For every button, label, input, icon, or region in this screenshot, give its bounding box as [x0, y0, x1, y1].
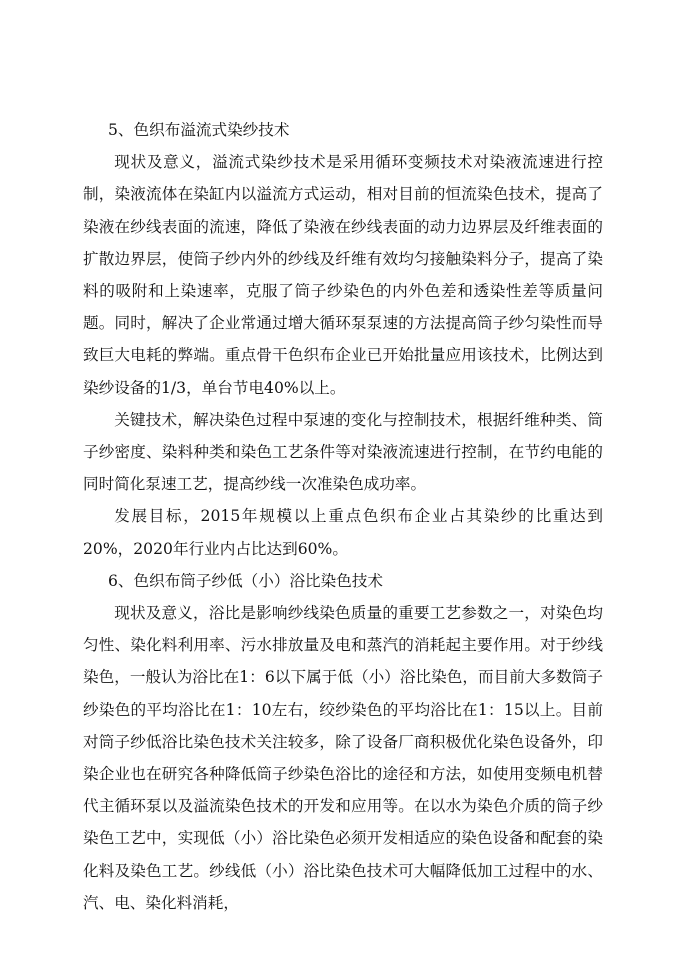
section-5-goal-paragraph: 发展目标，2015年规模以上重点色织布企业占其染纱的比重达到20%，2020年行业内占比达到60%。 [83, 507, 603, 558]
section-6-heading: 6、色织布筒子纱低（小）浴比染色技术 [108, 571, 384, 590]
section-5-key-tech-paragraph: 关键技术，解决染色过程中泵速的变化与控制技术，根据纤维种类、筒子纱密度、染料种类和染色工艺条件等对染液流速进行控制，在节约电能的同时简化泵速工艺，提高纱线一次准染色成功率。 [83, 410, 603, 494]
document-body [83, 114, 603, 919]
section-5-status-paragraph: 现状及意义，溢流式染纱技术是采用循环变频技术对染液流速进行控制，染液流体在染缸内以溢流方式运动，相对目前的恒流染色技术，提高了染液在纱线表面的流速，降低了染液在纱线表面的动力边界层及纤维表面的扩散边界层，使筒子纱内外的纱线及纤维有效均匀接触染料分子，提高了染料的吸附和上染速率，克服了筒子纱染色的内外色差和透染性差等质量问题。同时，解决了企业常通过增大循环泵泵速的方法提高筒子纱匀染性而导致巨大电耗的弊端。重点骨干色织布企业已开始批量应用该技术，比例达到染纱设备的1/3，单台节电40%以上。 [83, 153, 603, 397]
section-6-status-paragraph: 现状及意义，浴比是影响纱线染色质量的重要工艺参数之一，对染色均匀性、染化料利用率、污水排放量及电和蒸汽的消耗起主要作用。对于纱线染色，一般认为浴比在1：6以下属于低（小）浴比染色，而目前大多数筒子纱染色的平均浴比在1：10左右，绞纱染色的平均浴比在1：15以上。目前对筒子纱低浴比染色技术关注较多，除了设备厂商积极优化染色设备外，印染企业也在研究各种降低筒子纱染色浴比的途径和方法，如使用变频电机替代主循环泵以及溢流染色技术的开发和应用等。在以水为染色介质的筒子纱染色工艺中，实现低（小）浴比染色必须开发相适应的染色设备和配套的染化料及染色工艺。纱线低（小）浴比染色技术可大幅降低加工过程中的水、汽、电、染化料消耗， [83, 604, 603, 912]
section-5-heading: 5、色织布溢流式染纱技术 [108, 121, 290, 139]
